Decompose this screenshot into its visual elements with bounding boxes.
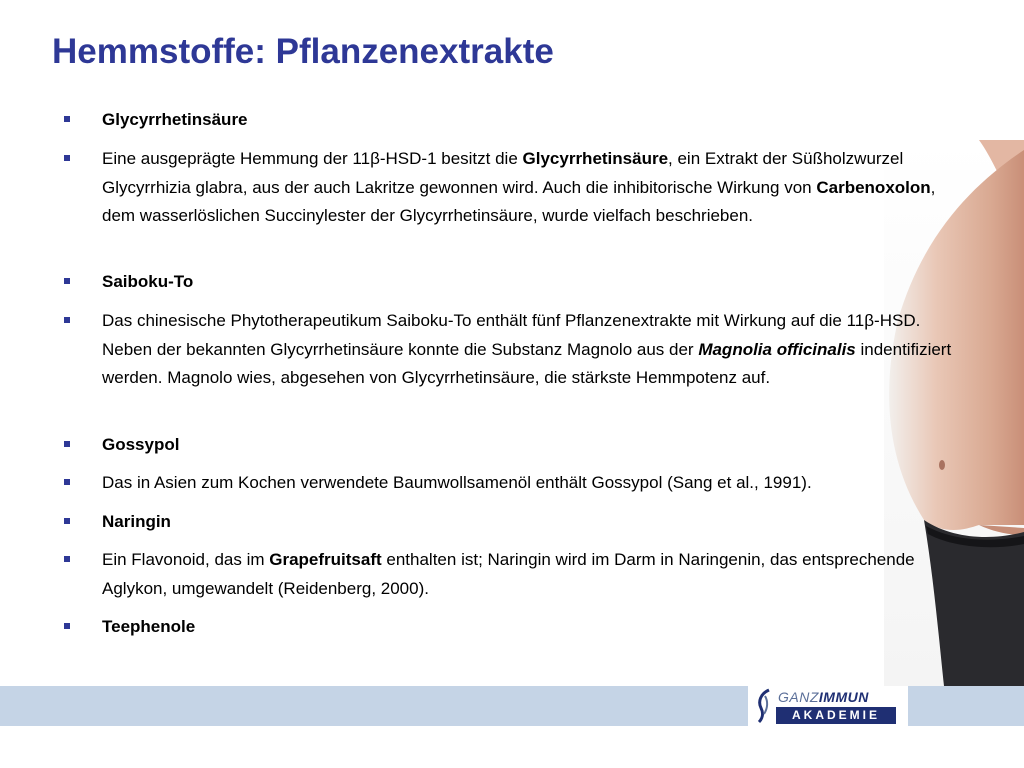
- bullet-paragraph: Das in Asien zum Kochen verwendete Baumwollsamenöl enthält Gossypol (Sang et al., 1991).: [102, 473, 812, 492]
- square-bullet-icon: [64, 278, 70, 284]
- square-bullet-icon: [64, 155, 70, 161]
- bullet-paragraph: Ein Flavonoid, das im Grapefruitsaft enthalten ist; Naringin wird im Darm in Naringenin, das entsprechende Aglykon, umgewandelt (Reidenberg, 2000).: [102, 550, 915, 598]
- bullet-paragraph: Das chinesische Phytotherapeutikum Saiboku-To enthält fünf Pflanzenextrakte mit Wirkung auf die 11β-HSD. Neben der bekannten Glycyrrhetinsäure konnte die Substanz Magnolo aus der Magnolia officinalis indentifiziert werden. Magnolo wies, abgesehen von Glycyrrhetinsäure, die stärkste Hemmpotenz auf.: [102, 311, 952, 387]
- square-bullet-icon: [64, 623, 70, 629]
- bullet-heading: Naringin: [102, 512, 171, 531]
- square-bullet-icon: [64, 317, 70, 323]
- square-bullet-icon: [64, 441, 70, 447]
- logo-emblem-icon: [756, 688, 774, 724]
- bullet-heading: Gossypol: [102, 435, 180, 454]
- bullet-paragraph: Eine ausgeprägte Hemmung der 11β-HSD-1 besitzt die Glycyrrhetinsäure, ein Extrakt der Süßholzwurzel Glycyrrhizia glabra, aus der auch Lakritze gewonnen wird. Auch die inhibitorische Wirkung von Carbenoxolon, dem wasserlöslichen Succinylester der Glycyrrhetinsäure, wurde vielfach beschrieben.: [102, 149, 936, 225]
- square-bullet-icon: [64, 518, 70, 524]
- square-bullet-icon: [64, 556, 70, 562]
- logo-subtitle: AKADEMIE: [776, 707, 896, 724]
- square-bullet-icon: [64, 479, 70, 485]
- logo-wordmark: GANZIMMUN: [778, 689, 869, 705]
- bullet-heading: Saiboku-To: [102, 272, 194, 291]
- square-bullet-icon: [64, 116, 70, 122]
- ganzimmun-logo: [748, 686, 908, 726]
- bullet-heading: Teephenole: [102, 617, 196, 636]
- slide-title: Hemmstoffe: Pflanzenextrakte: [52, 32, 554, 71]
- bullet-heading: Glycyrrhetinsäure: [102, 110, 248, 129]
